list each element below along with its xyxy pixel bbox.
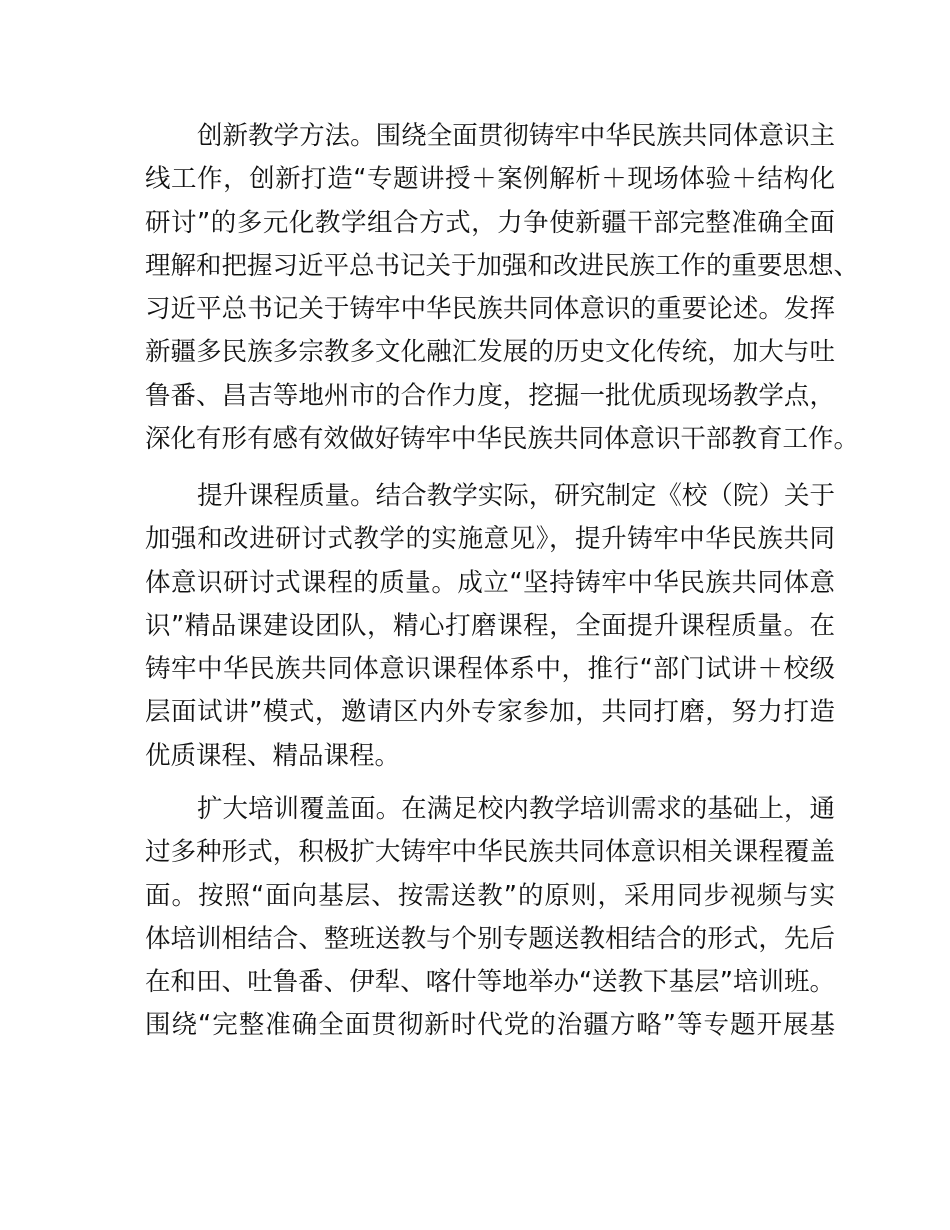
- text-line: 体意识研讨式课程的质量。成立“坚持铸牢中华民族共同体意: [145, 567, 835, 598]
- text-line: 在和田、吐鲁番、伊犁、喀什等地举办“送教下基层”培训班。: [145, 967, 835, 998]
- text-line: 识”精品课建设团队，精心打磨课程，全面提升课程质量。在: [145, 610, 835, 641]
- text-line: 深化有形有感有效做好铸牢中华民族共同体意识干部教育工作。: [145, 424, 860, 455]
- text-line: 体培训相结合、整班送教与个别专题送教相结合的形式，先后: [145, 923, 835, 954]
- text-line: 扩大培训覆盖面。在满足校内教学培训需求的基础上，通: [197, 794, 835, 824]
- text-line: 习近平总书记关于铸牢中华民族共同体意识的重要论述。发挥: [145, 294, 835, 325]
- text-line: 提升课程质量。结合教学实际，研究制定《校（院）关于: [197, 481, 835, 511]
- text-line: 优质课程、精品课程。: [145, 740, 401, 771]
- text-line: 层面试讲”模式，邀请区内外专家参加，共同打磨，努力打造: [145, 697, 835, 728]
- text-line: 新疆多民族多宗教多文化融汇发展的历史文化传统，加大与吐: [145, 337, 835, 368]
- text-line: 围绕“完整准确全面贯彻新时代党的治疆方略”等专题开展基: [145, 1010, 835, 1041]
- text-line: 创新教学方法。围绕全面贯彻铸牢中华民族共同体意识主: [197, 121, 835, 151]
- text-line: 理解和把握习近平总书记关于加强和改进民族工作的重要思想、: [145, 250, 860, 281]
- text-line: 过多种形式，积极扩大铸牢中华民族共同体意识相关课程覆盖: [145, 837, 835, 868]
- paragraph-course-quality: [145, 475, 835, 778]
- text-line: 加强和改进研讨式教学的实施意见》，提升铸牢中华民族共同: [145, 524, 835, 555]
- text-line: 面。按照“面向基层、按需送教”的原则，采用同步视频与实: [145, 880, 835, 911]
- text-line: 线工作，创新打造“专题讲授＋案例解析＋现场体验＋结构化: [145, 164, 835, 195]
- text-line: 铸牢中华民族共同体意识课程体系中，推行“部门试讲＋校级: [145, 654, 835, 685]
- paragraph-teaching-methods: [145, 115, 860, 461]
- text-line: 研讨”的多元化教学组合方式，力争使新疆干部完整准确全面: [145, 207, 835, 238]
- paragraph-training-coverage: [145, 788, 835, 1048]
- text-line: 鲁番、昌吉等地州市的合作力度，挖掘一批优质现场教学点，: [145, 380, 835, 411]
